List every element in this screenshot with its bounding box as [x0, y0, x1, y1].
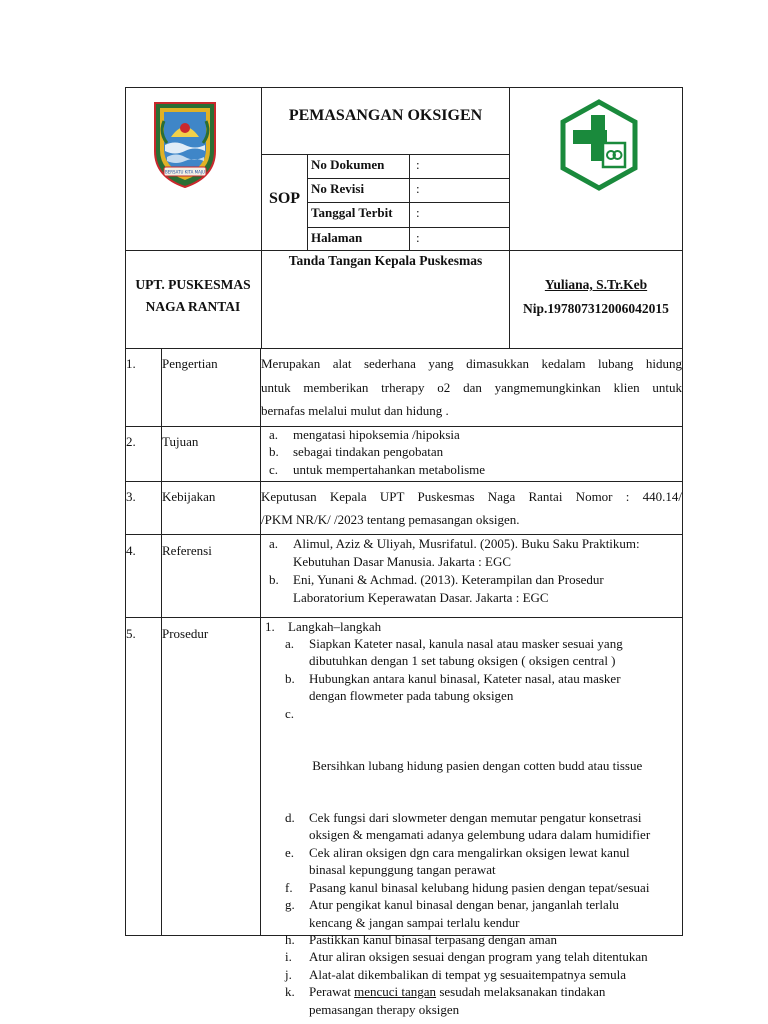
border-right: [682, 87, 683, 936]
list-item: [269, 461, 485, 478]
procedure-step-line: Siapkan Kateter nasal, kanula nasal atau masker sesuai yang: [309, 636, 623, 651]
list-item: [285, 879, 650, 896]
border-row2-bottom: [125, 481, 683, 482]
meta-label-tanggal-terbit: Tanggal Terbit: [311, 205, 393, 220]
list-item: [285, 635, 650, 670]
list-item-text: mengatasi hipoksemia /hipoksia: [293, 427, 460, 442]
reference-line: Eni, Yunani & Achmad. (2013). Keterampilan dan Prosedur: [293, 572, 604, 587]
emblem-motto: BERSATU KITA MAJU: [165, 169, 205, 175]
list-marker: b.: [285, 670, 295, 686]
procedure-step-line: oksigen & mengamati adanya gelembung udara dalam humidifier: [309, 827, 651, 843]
institution-name-line2: NAGA RANTAI: [145, 299, 241, 314]
border-header-bottom: [125, 250, 683, 251]
section-2-list: [269, 426, 485, 478]
section-5-label: Prosedur: [162, 626, 209, 641]
border-content-col: [260, 348, 261, 936]
procedure-step-line: [309, 983, 650, 1000]
list-marker: a.: [285, 636, 295, 651]
step-text-underlined: mencuci tangan: [354, 984, 437, 1000]
procedure-step-line: binasal kepunggung tangan perawat: [309, 862, 496, 878]
section-2-label: Tujuan: [162, 434, 199, 449]
list-marker: h.: [285, 931, 295, 947]
list-item: [285, 983, 650, 1018]
list-marker: c.: [269, 461, 279, 477]
procedure-step-line: Cek aliran oksigen dgn cara mengalirkan oksigen lewat kanul: [309, 844, 630, 860]
procedure-step-line: pemasangan therapy oksigen: [309, 1001, 460, 1017]
procedure-step-line: Hubungkan antara kanul binasal, Kateter nasal, atau masker: [309, 670, 621, 686]
section-2-number: 2.: [126, 434, 136, 449]
list-item-text: untuk mempertahankan metabolisme: [293, 461, 486, 477]
procedure-step-line: kencang & jangan sampai terlalu kendur: [309, 914, 520, 930]
procedure-step-line: dibutuhkan dengan 1 set tabung oksigen ( oksigen central ): [309, 653, 616, 669]
reference-line: Kebutuhan Dasar Manusia. Jakarta : EGC: [293, 554, 512, 569]
border-title-left: [261, 87, 262, 348]
institution-name-line1: UPT. PUSKESMAS: [135, 277, 251, 292]
regional-emblem-logo: [151, 99, 219, 189]
sop-document: [125, 87, 683, 1017]
list-marker: d.: [285, 810, 295, 826]
meta-value-tanggal-terbit: :: [416, 205, 420, 220]
list-marker: b.: [269, 444, 279, 460]
procedure-step-line: Alat-alat dikembalikan di tempat yg sesuaitempatnya semula: [309, 966, 626, 982]
procedure-step-line: Bersihkan lubang hidung pasien dengan cotten budd atau tissue: [309, 757, 643, 773]
list-marker: c.: [285, 705, 295, 721]
list-marker: a.: [269, 427, 279, 442]
list-item: [269, 535, 640, 571]
section-1-text-line1: Merupakan alat sederhana yang dimasukkan kedalam lubang hidung: [261, 356, 682, 371]
signatory-name: Yuliana, S.Tr.Keb: [544, 277, 648, 292]
border-signature-bottom: [125, 348, 683, 349]
list-item: [269, 426, 485, 443]
meta-label-no-revisi: No Revisi: [311, 181, 365, 196]
list-marker: k.: [285, 984, 295, 1000]
meta-value-no-dokumen: :: [416, 157, 420, 172]
list-marker: b.: [269, 572, 279, 587]
procedure-step-title: Langkah–langkah: [288, 619, 382, 634]
step-text-before: Perawat: [309, 984, 355, 1000]
section-5-number: 5.: [126, 626, 136, 641]
section-4-number: 4.: [126, 543, 136, 558]
signature-label: Tanda Tangan Kepala Puskesmas: [288, 253, 483, 268]
section-1-number: 1.: [126, 356, 136, 371]
step-text-after: sesudah melaksanakan tindakan: [436, 984, 606, 1000]
list-marker: i.: [285, 949, 292, 965]
procedure-steps-list: [285, 635, 650, 1018]
meta-grid-top: [261, 154, 510, 155]
section-3-number: 3.: [126, 489, 136, 504]
list-item: [285, 896, 650, 931]
border-top: [125, 87, 683, 88]
procedure-step-line: Cek fungsi dari slowmeter dengan memutar pengatur konsetrasi: [309, 810, 642, 826]
list-marker: e.: [285, 844, 295, 860]
procedure-step-line: Pastikkan kanul binasal terpasang dengan aman: [309, 931, 558, 947]
procedure-step-line: Atur pengikat kanul binasal dengan benar, janganlah terlalu: [309, 897, 619, 913]
reference-line: Alimul, Aziz & Uliyah, Musrifatul. (2005). Buku Saku Praktikum:: [293, 536, 640, 551]
list-item: [285, 844, 650, 879]
list-item: [285, 966, 650, 983]
section-1-text-line2: untuk memberikan trherapy o2 dan yangmemungkinkan klien untuk: [261, 380, 682, 395]
procedure-step-line: Pasang kanul binasal kelubang hidung pasien dengan tepat/sesuai: [309, 879, 650, 895]
meta-label-no-dokumen: No Dokumen: [311, 157, 385, 172]
signatory-nip: Nip.197807312006042015: [523, 301, 669, 316]
kemenkes-logo: [558, 99, 640, 191]
list-item: [269, 571, 640, 607]
list-marker: g.: [285, 897, 295, 913]
list-marker: f.: [285, 879, 293, 895]
list-item: [285, 948, 650, 965]
meta-value-no-revisi: :: [416, 181, 420, 196]
section-3-text-line2: /PKM NR/K/ /2023 tentang pemasangan oksigen.: [261, 512, 520, 527]
list-item: [285, 809, 650, 844]
list-item: [285, 670, 650, 705]
border-left: [125, 87, 126, 936]
meta-label-halaman: Halaman: [311, 230, 363, 245]
list-item: [285, 705, 650, 809]
section-1-text-line3: bernafas melalui mulut dan hidung .: [261, 403, 449, 418]
border-row4-bottom: [125, 617, 683, 618]
list-item: [269, 443, 485, 460]
procedure-step-line: Atur aliran oksigen sesuai dengan program yang telah ditentukan: [309, 949, 648, 965]
section-3-text-line1: Keputusan Kepala UPT Puskesmas Naga Rantai Nomor : 440.14/: [261, 489, 682, 504]
list-item-text: sebagai tindakan pengobatan: [293, 444, 444, 460]
meta-grid-value-divider: [409, 154, 410, 251]
list-marker: a.: [269, 536, 279, 551]
document-title: PEMASANGAN OKSIGEN: [288, 107, 483, 124]
list-marker: j.: [285, 966, 292, 982]
sop-label: SOP: [268, 190, 301, 207]
procedure-step-number: 1.: [265, 619, 275, 634]
reference-line: Laboratorium Keperawatan Dasar. Jakarta : EGC: [293, 590, 549, 605]
section-4-list: [269, 535, 640, 607]
section-1-label: Pengertian: [162, 356, 218, 371]
meta-value-halaman: :: [416, 230, 420, 245]
section-3-label: Kebijakan: [162, 489, 216, 504]
section-4-label: Referensi: [162, 543, 212, 558]
list-item: [285, 931, 650, 948]
procedure-step-line: dengan flowmeter pada tabung oksigen: [309, 688, 514, 704]
